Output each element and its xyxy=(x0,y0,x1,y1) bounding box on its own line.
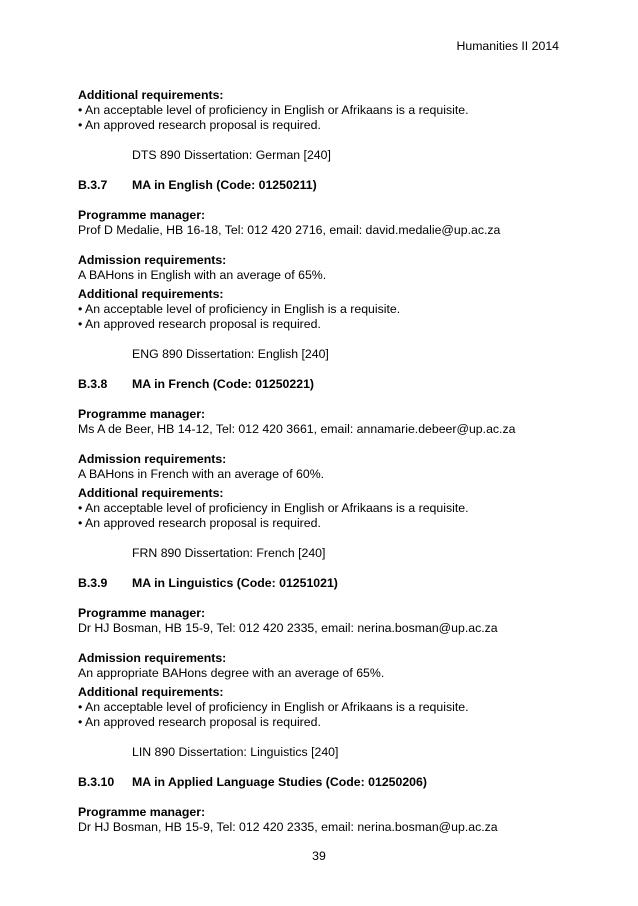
section-title: MA in English (Code: 01250211) xyxy=(132,178,317,192)
section-heading xyxy=(78,576,568,591)
additional-requirements-label: Additional requirements: xyxy=(78,486,224,500)
programme-manager-label: Programme manager: xyxy=(78,805,206,819)
section-number: B.3.8 xyxy=(78,377,108,391)
programme-manager-label: Programme manager: xyxy=(78,606,206,620)
requirement-bullet: • An acceptable level of proficiency in English or Afrikaans is a requisite. xyxy=(78,700,469,714)
admission-requirements-label: Admission requirements: xyxy=(78,651,227,665)
admission-requirements-text: A BAHons in English with an average of 65%. xyxy=(78,268,327,282)
programme-manager-label: Programme manager: xyxy=(78,407,206,421)
additional-requirements-label: Additional requirements: xyxy=(78,88,224,102)
programme-manager-details: Prof D Medalie, HB 16-18, Tel: 012 420 2716, email: david.medalie@up.ac.za xyxy=(78,223,501,237)
requirement-bullet: • An acceptable level of proficiency in English is a requisite. xyxy=(78,302,401,316)
programme-manager-details: Ms A de Beer, HB 14-12, Tel: 012 420 3661, email: annamarie.debeer@up.ac.za xyxy=(78,422,516,436)
page-number: 39 xyxy=(312,849,326,863)
section-number: B.3.9 xyxy=(78,576,108,590)
programme-manager-details: Dr HJ Bosman, HB 15-9, Tel: 012 420 2335, email: nerina.bosman@up.ac.za xyxy=(78,820,498,834)
requirement-bullet: • An acceptable level of proficiency in English or Afrikaans is a requisite. xyxy=(78,501,469,515)
section-number: B.3.10 xyxy=(78,775,115,789)
page-content xyxy=(78,88,568,835)
module-line: DTS 890 Dissertation: German [240] xyxy=(132,148,331,162)
requirement-bullet: • An approved research proposal is required. xyxy=(78,516,321,530)
admission-requirements-text: An appropriate BAHons degree with an average of 65%. xyxy=(78,666,385,680)
module-line: FRN 890 Dissertation: French [240] xyxy=(132,546,326,560)
section-number: B.3.7 xyxy=(78,178,108,192)
section-title: MA in Applied Language Studies (Code: 01250206) xyxy=(132,775,427,789)
admission-requirements-label: Admission requirements: xyxy=(78,253,227,267)
additional-requirements-label: Additional requirements: xyxy=(78,287,224,301)
requirement-bullet: • An approved research proposal is required. xyxy=(78,715,321,729)
admission-requirements-text: A BAHons in French with an average of 60%. xyxy=(78,467,325,481)
additional-requirements-label: Additional requirements: xyxy=(78,685,224,699)
section-title: MA in Linguistics (Code: 01251021) xyxy=(132,576,338,590)
module-line: LIN 890 Dissertation: Linguistics [240] xyxy=(132,745,339,759)
section-title: MA in French (Code: 01250221) xyxy=(132,377,314,391)
section-heading xyxy=(78,178,568,193)
programme-manager-label: Programme manager: xyxy=(78,208,206,222)
section-heading xyxy=(78,377,568,392)
requirement-bullet: • An acceptable level of proficiency in English or Afrikaans is a requisite. xyxy=(78,103,469,117)
module-line: ENG 890 Dissertation: English [240] xyxy=(132,347,329,361)
programme-manager-details: Dr HJ Bosman, HB 15-9, Tel: 012 420 2335, email: nerina.bosman@up.ac.za xyxy=(78,621,498,635)
requirement-bullet: • An approved research proposal is required. xyxy=(78,317,321,331)
requirement-bullet: • An approved research proposal is required. xyxy=(78,118,321,132)
admission-requirements-label: Admission requirements: xyxy=(78,452,227,466)
section-heading xyxy=(78,775,568,790)
running-header: Humanities II 2014 xyxy=(456,39,559,53)
